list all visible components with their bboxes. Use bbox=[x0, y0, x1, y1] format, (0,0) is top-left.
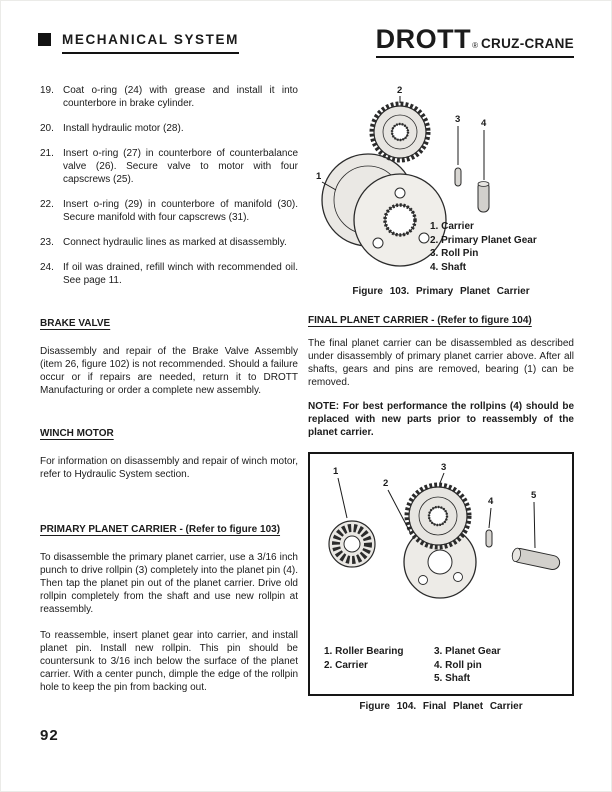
page-number: 92 bbox=[40, 727, 59, 744]
step-text: Coat o-ring (24) with grease and install it into counterbore in brake cylinder. bbox=[63, 85, 298, 109]
heading-winch-motor: WINCH MOTOR bbox=[40, 428, 114, 439]
procedure-step bbox=[40, 261, 298, 287]
registered-mark: ® bbox=[472, 41, 478, 50]
legend-item: 4. Roll pin bbox=[434, 659, 482, 671]
legend-item: 3. Planet Gear bbox=[434, 646, 501, 657]
figure-104-legend-col1 bbox=[324, 645, 403, 672]
procedure-step bbox=[40, 198, 298, 224]
procedure-step bbox=[40, 147, 298, 186]
figure-104-caption: Figure 104. Final Planet Carrier bbox=[359, 701, 523, 712]
figure-103-caption: Figure 103. Primary Planet Carrier bbox=[352, 286, 530, 297]
carrier-illustration bbox=[322, 154, 446, 266]
step-text: Install hydraulic motor (28). bbox=[63, 123, 184, 134]
legend-item: 2. Primary Planet Gear bbox=[430, 234, 537, 246]
final-planet-body: The final planet carrier can be disassembled as described under disassembly of primary planet carrier above. After all shafts, gears and pins are removed, bearing (1) can be removed. bbox=[308, 338, 574, 388]
figure-104 bbox=[308, 452, 574, 696]
roll-pin-illustration bbox=[455, 168, 461, 186]
step-number: 19. bbox=[40, 85, 54, 96]
step-number: 20. bbox=[40, 123, 54, 134]
planet-gear-illustration bbox=[372, 104, 428, 160]
brand-name: DROTT bbox=[375, 24, 472, 54]
callout-2: 2 bbox=[397, 85, 403, 96]
roller-bearing-illustration bbox=[329, 521, 375, 567]
step-text: Insert o-ring (27) in counterbore of counterbalance valve (26). Secure valve to motor with four capscrews (25). bbox=[63, 148, 298, 185]
step-number: 21. bbox=[40, 148, 54, 159]
roll-pin-illustration bbox=[486, 530, 492, 547]
callout-2: 2 bbox=[383, 478, 389, 489]
step-number: 23. bbox=[40, 237, 54, 248]
callout-4: 4 bbox=[481, 118, 487, 129]
step-number: 22. bbox=[40, 199, 54, 210]
legend-item: 4. Shaft bbox=[430, 261, 467, 273]
section-title: MECHANICAL SYSTEM bbox=[62, 33, 239, 54]
legend-item: 1. Roller Bearing bbox=[324, 646, 404, 657]
procedure-step bbox=[40, 122, 298, 135]
heading-brake-valve: BRAKE VALVE bbox=[40, 318, 111, 329]
shaft-illustration bbox=[478, 182, 489, 212]
brake-valve-body: Disassembly and repair of the Brake Valve Assembly (item 26, figure 102) is not recommended. Should a failure occur or if repairs are needed, return it to DROTT Manufacturing or order a complete new assembly. bbox=[40, 346, 298, 396]
procedure-step bbox=[40, 84, 298, 110]
figure-103 bbox=[308, 80, 574, 282]
heading-primary-planet-carrier: PRIMARY PLANET CARRIER - (Refer to figure 103) bbox=[40, 524, 281, 535]
figure-104-drawing bbox=[310, 458, 572, 626]
callout-1: 1 bbox=[333, 466, 339, 477]
step-text: Connect hydraulic lines as marked at disassembly. bbox=[63, 237, 287, 248]
left-column bbox=[40, 84, 298, 694]
legend-item: 2. Carrier bbox=[324, 659, 368, 671]
brand-logo bbox=[376, 26, 574, 58]
callout-3: 3 bbox=[441, 462, 447, 473]
figure-104-legend-col2 bbox=[434, 645, 501, 686]
primary-planet-para-2: To reassemble, insert planet gear into carrier, and install planet pin. Install new rollpin. This pin should be countersunk to 3/16 inch below the surface of the planet carrier. With a center punch, dimple the edge of the rollpin hole to keep the pin from backing out. bbox=[40, 630, 298, 693]
legend-item: 5. Shaft bbox=[434, 673, 471, 684]
callout-3: 3 bbox=[455, 114, 461, 125]
final-planet-note: NOTE: For best performance the rollpins (4) should be replaced with new parts prior to reassembly of the planet carrier. bbox=[308, 401, 574, 438]
primary-planet-para-1: To disassemble the primary planet carrier, use a 3/16 inch punch to drive rollpin (3) completely into the planet pin (4). Then tap the planet pin out of the planet carrier. Drive old rollpin completely from the shaft and use new rollpin at reassembly. bbox=[40, 552, 298, 615]
callout-1: 1 bbox=[316, 171, 322, 182]
heading-final-planet-carrier: FINAL PLANET CARRIER - (Refer to figure 104) bbox=[308, 315, 532, 326]
callout-4: 4 bbox=[488, 496, 494, 507]
right-column bbox=[308, 80, 574, 713]
step-text: If oil was drained, refill winch with recommended oil. See page 11. bbox=[63, 262, 298, 286]
step-text: Insert o-ring (29) in counterbore of manifold (30). Secure manifold with four capscrews (31). bbox=[63, 199, 298, 223]
page-header-left bbox=[38, 33, 239, 54]
shaft-illustration bbox=[511, 547, 561, 571]
procedure-step bbox=[40, 236, 298, 249]
step-number: 24. bbox=[40, 262, 54, 273]
callout-5: 5 bbox=[531, 490, 537, 501]
figure-103-legend bbox=[430, 220, 537, 274]
brand-subname: CRUZ-CRANE bbox=[481, 36, 574, 51]
legend-item: 1. Carrier bbox=[430, 221, 474, 232]
winch-motor-body: For information on disassembly and repair of winch motor, refer to Hydraulic System section. bbox=[40, 456, 298, 480]
section-square-marker bbox=[38, 33, 51, 46]
legend-item: 3. Roll Pin bbox=[430, 248, 479, 259]
